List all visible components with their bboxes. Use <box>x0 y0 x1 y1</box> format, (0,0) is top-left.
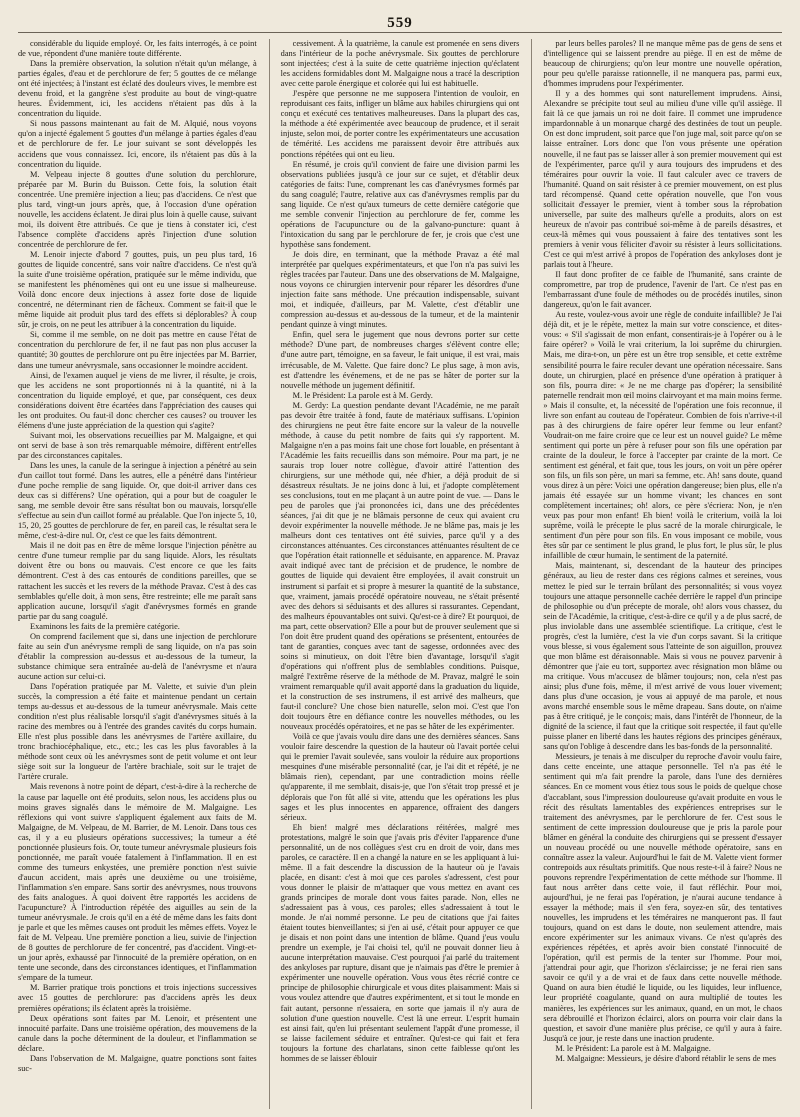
paragraph: Messieurs, je tenais à me disculper du reproche d'avoir voulu faire, dans cette enceinte, une attaque personnelle. Tel n'a pas été le sentiment qui m'a fait prendre la parole, dans l'une des dernières séances. En ce moment vous étiez tous sous le poids de quelque chose d'accablant, sous l'impression douloureuse qu'avait produite en vous le récit des résultats lamentables des expériences entreprises sur le traitement des anévrysmes, par le perchlorure de fer. C'est sous le sentiment de cette impression douloureuse que je pris la parole pour blâmer en général la conduite des chirurgiens qui se pressent d'essayer un nouveau procédé ou une nouvelle méthode opératoire, sans en connaître assez la valeur. Aujourd'hui le fait de M. Valette vient former contrepoids aux résultats primitifs. Que nous reste-t-il à faire? Nous ne pouvons reprendre l'expérimentation de cette méthode sur l'homme. Il faut nous arrêter dans cette voie, il faut réfléchir. Pour moi, aujourd'hui, je ne ferai pas l'opération, je n'aurai aucune tendance à essayer la méthode; mais il s'en fera, soyez-en sûr, des tentatives nouvelles, les imprudens et les téméraires ne manqueront pas. Il faut toujours, quand on est dans le doute, non seulement attendre, mais encore expérimenter sur les animaux vivans. Ce n'est qu'après des expériences répétées, et après avoir bien constaté l'innocuité de l'opération, qu'il est permis de la tenter sur l'homme. Pour moi, j'attendrai pour agir, que l'horizon s'éclaircisse; je ne ferai rien sans savoir ce qu'il y a de vrai et de faux dans cette nouvelle méthode. Quand on aura bien étudié le liquide, ou les liquides, leur influence, leur propriété coagulante, quand on aura multiplié de toutes les manières, les expériences sur les animaux, quand, en un mot, le chaos sera débrouillé et l'horizon éclairci, alors on pourra voir clair dans la question, et savoir d'une manière plus précise, ce qu'il y aura à faire. Jusqu'à ce jour, je reste dans une inaction prudente. <box>543 752 783 1043</box>
paragraph: Dans l'observation de M. Malgaigne, quatre ponctions sont faites suc- <box>18 1053 257 1073</box>
paragraph: M. Lenoir injecte d'abord 7 gouttes, puis, un peu plus tard, 16 gouttes de liquide concentré, sans voir naître d'accidens. Ce n'est qu'à la suite d'une troisième opération, pratiquée sur le même individu, que se manifestent les phénomènes qui ont eu une issue si malheureuse. Voilà donc encore deux injections à assez forte dose de liquide concentré, ne déterminant rien de fâcheux. Comment se fait-il que le même liquide ait produit plus tard des effets si déplorables? À coup sûr, je crois, on ne peut les attribuer à la concentration du liquide. <box>18 249 257 330</box>
paragraph: M. le Président: La parole est à M. Gerdy. <box>292 390 433 400</box>
paragraph: Ainsi, de l'examen auquel je viens de me livrer, il résulte, je crois, que les accidens ne sont proportionnés ni à la quantité, ni à la concentration du liquide employé, et que, par conséquent, ces deux considérations doivent être écartées dans l'appréciation des causes qui les ont produites. Ou faut-il donc chercher ces causes? ou trouver les élémens d'une juste appréciation de la question qui s'agite? <box>18 370 257 430</box>
paragraph: Mais revenons à notre point de départ, c'est-à-dire à la recherche de la cause par laquelle ont été produits, selon nous, les accidens plus ou moins graves signalés dans le mémoire de M. Malgaigne. Les réflexions qui vont suivre s'appliquent également aux faits de M. Malgaigne, de M. Velpeau, de M. Barrier, de M. Lenoir. Dans tous ces cas, il y a eu plusieurs opérations successives; la tumeur a été ponctionnée plusieurs fois. Or, toute tumeur anévrysmale plusieurs fois ponctionnée, me paraît vouée fatalement à l'inflammation. Il en est comme des tumeurs enkystées, une première ponction n'est suivie d'aucun accident, mais après une deuxième ou une troisième, l'inflammation s'en empare. Sans sortir des anévrysmes, nous trouvons des faits analogues. À quoi doivent être rapportés les accidens de l'acupuncture? À l'introduction répétée des aiguilles au sein de la tumeur anévrysmale. Je crois qu'il en a été de même dans les faits dont je parle et que les mêmes causes ont produit les mêmes effets. Voyez le fait de M. Velpeau. Une première ponction a lieu, suivie de l'injection de 8 gouttes de perchlorure de fer concentré, pas d'accident. Vingt-et-un jour après, exhaussé par l'innocuité de la première opération, on en tente une seconde, dans des circonstances identiques, et l'inflammation s'empare de la tumeur. <box>18 782 257 983</box>
column-middle <box>269 39 520 1109</box>
paragraph: Si, comme il me semble, on ne doit pas mettre en cause l'état de concentration du perchlorure de fer, il ne faut pas non plus accuser la quantité; 30 gouttes de perchlorure ont pu être injectées par M. Barrier, dans une tumeur anévrysmale, sans occasionner le moindre accident. <box>18 330 257 370</box>
paragraph: M. Barrier pratique trois ponctions et trois injections successives avec 15 gouttes de perchlorure: pas d'accidens après les deux premières opérations; ils éclatent après la troisième. <box>18 983 257 1013</box>
column-left <box>18 39 257 1109</box>
paragraph: M. Velpeau injecte 8 gouttes d'une solution du perchlorure, préparée par M. Burin du Buisson. Cette fois, la solution était concentrée. Une première injection a lieu; pas d'accidens. Ce n'est que plus tard, vingt-un jours après, que, à l'occasion d'une opération nouvelle, les accidens éclatent. Je dirai plus loin à quelle cause, suivant moi, ils doivent être attribués. Ce que je tiens à constater ici, c'est l'absence complète d'accidens après l'injection d'une solution concentrée de perchlorure de fer. <box>18 169 257 249</box>
column-right <box>531 39 782 1109</box>
paragraph: En résumé, je crois qu'il convient de faire une division parmi les observations publiées jusqu'à ce jour sur ce sujet, et d'établir deux catégories de faits: l'une, comprenant les cas d'anévrysmes formés par du sang coagulé; l'autre, relative aux cas d'anévrysmes remplis par du sang liquide. Ce n'est qu'aux tumeurs de cette dernière catégorie que me semble convenir l'injection au perchlorure de fer, comme les opérations de l'acupuncture ou de la galvano-puncture: quant à l'intoxication du sang par le perchlorure de fer, je crois que c'est une hypothèse sans fondement. <box>280 159 520 249</box>
paragraph: Dans les unes, la canule de la seringue à injection a pénétré au sein d'un caillot tout formé. Dans les autres, elle a pénétré dans l'intérieur d'une poche remplie de sang liquide. Or, que doit-il arriver dans ces deux cas si différens? Une opération, qui a pour but de coaguler le sang, me semble devoir être sans résultat bon ou mauvais, lorsqu'elle s'effectue au sein d'un caillot formé au préalable. Que l'on injecte 5, 10, 15, 20, 25 gouttes de perchlorure de fer, en pareil cas, le résultat sera le même, c'est-à-dire nul. Or, c'est ce que les faits démontrent. <box>18 460 257 541</box>
paragraph: M. Gerdy: La question pendante devant l'Académie, ne me paraît pas devoir être traitée à fond, faute de matériaux suffisans. L'opinion des chirurgiens ne peut être faite encore sur la valeur de la nouvelle méthode, à cause du petit nombre de faits qui s'y rapportent. M. Malgaigne n'en a pas moins fait une chose fort louable, en présentant à l'Académie les faits recueillis dans son mémoire. Pour ma part, je ne saurais trop louer notre collègue, d'avoir attiré l'attention des chirurgiens, sur une méthode qui, née d'hier, a déjà produit de si désastreux résultats. Je ne joins donc à lui, et j'adopte complètement ses conclusions, tout en me plaçant à un autre point de vue. — Dans le peu de paroles que j'ai prononcées ici, dans une des précédentes séances, j'ai dit que je ne blâmais personne de ceux qui avaient cru devoir expérimenter la nouvelle méthode. Je ne blâme pas, mais je les malheurs dont ces tentatives ont été suivies, parce qu'il y a des circonstances atténuantes. Ces circonstances atténuantes résultent de ce que l'opération était rationnelle et séduisante, en apparence. M. Pravaz avait indiqué avec tant de précision et de prudence, le nombre de gouttes de liquide qui devaient être employées, il avait construit un instrument si parfait et si propre à mesurer la quantité de la substance, que, vraiment, jamais procédé opératoire nouveau, ne s'était présenté avec des dehors si séduisants et des allures si rassurantes. Cependant, des malheurs épouvantables ont suivi. Qu'est-ce à dire? Et pourquoi, de ma part, cette observation? Elle a pour but de prouver seulement que si l'on doit être prudent quand des opérations se présentent, entourées de tant de garanties, conçues avec tant de sagesse, ordonnées avec des soins si minutieux, on doit l'être bien d'avantage, lorsqu'il s'agit d'opérations qui n'offrent plus de semblables conditions. Puisque, malgré l'extrême réserve de la méthode de M. Pravaz, malgré le soin vraiment remarquable qu'il avait apporté dans la graduation du liquide, et la construction de ses instrumens, il est arrivé des malheurs, que faut-il conclure? Une chose bien naturelle, selon moi. C'est que l'on doit toujours être en défiance contre les nouvelles méthodes, ou les nouveaux procédés opératoires, et ne pas se hâter de les expérimenter. <box>280 400 520 732</box>
paragraph: Il y a des hommes qui sont naturellement imprudens. Ainsi, Alexandre se précipite tout seul au milieu d'une ville qu'il assiège. Il fait là ce que jamais un roi ne doit faire. Il commet une imprudence impardonnable à un monarque chargé des destinées de tout un peuple. On est donc imprudent, soit parce que l'on juge mal, soit parce qu'on se laisse entraîner. Lors donc que l'on vous présente une opération nouvelle, il ne faut pas se laisser aller à son premier mouvement qui est de l'expérimenter, parce qu'il y aura toujours des imprudens et des téméraires pour ouvrir la voie. Il faut calculer avec ce travers de l'humanité. Quand on sait résister à ce premier mouvement, on est plus tard récompensé. Quand cette opération nouvelle, que l'on vous sollicitait d'essayer le premier, vient à tomber sous la réprobation universelle, par suite des malheurs qu'elle a produits, alors on est heureux de n'avoir pas contribué soi-même à de pareils désastres, et ceux-là mêmes qui vous poussaient à faire des tentatives sont les premiers à venir vous féliciter d'avoir su résister à leurs sollicitations. C'est ce qui m'est arrivé à propos de l'opération des ankyloses dont je parlais tout à l'heure. <box>543 89 783 270</box>
paragraph: M. Malgaigne: Messieurs, je désire d'abord rétablir le sens de mes <box>555 1053 777 1063</box>
paragraph: M. le Président: La parole est à M. Malgaigne. <box>555 1043 711 1053</box>
paragraph: Eh bien! malgré mes déclarations réitérées, malgré mes protestations, malgré le soin que j'avais pris d'éviter l'apparence d'une personnalité, un de nos collègues s'est cru en droit de voir, dans mes paroles, ce caractère. Il en a changé la nature en se les appliquant à lui-même. Il a fait descendre la discussion de la hauteur où je l'avais placée, en disant: c'est à moi que ces paroles s'adressent, c'est pour vous donner le plaisir de m'attaquer que vous mettez en avant ces grands principes de morale dont vous faites parade. Non, elles ne s'adressaient pas à vous, ces paroles; elles s'adressaient à tout le monde. Je n'ai nommé personne. Le peu de citations que j'ai faites étaient toutes bienveillantes; si j'en ai usé, c'était pour appuyer ce que je disais et non point dans une intention de blâme. Quand j'eus voulu prendre un exemple, je l'ai choisi tel, qu'il ne pouvait donner lieu à aucune interprétation mauvaise. C'est pourquoi j'ai parlé du traitement des ankyloses par rupture, disant que je n'aimais pas d'être le premier à expérimenter une nouvelle opération. Vous vous êtes récrié contre ce principe de philosophie chirurgicale et vous dites plaisamment: Mais si vous voulez attendre que d'autres expérimentent, et si tout le monde en fait autant, personne n'essaiera, en sorte que jamais il n'y aura de solution d'une question nouvelle. C'est là une erreur. L'esprit humain est ainsi fait, qu'en lui présentant seulement l'appât d'une promesse, il se laisse facilement séduire et entraîner. Qu'est-ce qui fait et fera toujours la fortune des charlatans, sinon cette faiblesse qu'ont les hommes de se laisser éblouir <box>280 822 520 1063</box>
paragraph: Il faut donc profiter de ce faible de l'humanité, sans crainte de compromettre, par trop de prudence, l'avenir de l'art. Ce n'est pas en l'embarrassant d'une foule de méthodes ou de procédés inutiles, sinon dangereux, qu'on le fait avancer. <box>543 270 783 310</box>
paragraph: Suivant moi, les observations recueillies par M. Malgaigne, et qui ont servi de base à son très remarquable mémoire, diffèrent entr'elles par des circonstances capitales. <box>18 430 257 460</box>
paragraph: Au reste, voulez-vous avoir une règle de conduite infaillible? Je l'ai déjà dit, et je le répète, mettez la main sur votre conscience, et dites-vous: « S'il s'agissait de mon enfant, consentirais-je à l'opérer ou à le faire opérer? » Voilà le vrai criterium, la loi suprême du chirurgien. Mais, me dira-t-on, un père est un être trop sensible, et cette extrême sensibilité pourra le faire reculer devant une opération nécessaire. Sans doute, un chirurgien, placé en présence d'une opération à pratiquer à son fils, pourra dire: « Je ne me charge pas d'opérer; la sensibilité paternelle rendrait mon œil moins clairvoyant et ma main moins ferme. » Mais il consulte, et, la nécessité de l'opération une fois reconnue, il livre son enfant au couteau de l'opérateur. Combien de fois n'arrive-t-il pas à des chirurgiens de faire opérer leur femme ou leur enfant? Voudrait-on me faire croire que ce leur est un nouvel guide? Le même sentiment qui porte un père à refuser pour son fils une opération par crainte de la douleur, le force à l'accepter par crainte de la mort. Ce sentiment est général, et fait que, tous les jours, on voit un père opérer son fils, un fils son père, un mari sa femme, etc. Ah! sans doute, quand vous direz à un père: Voici une opération dangereuse; bien plus, elle n'a jamais été essayée sur un homme vivant; les chances en sont complètement incertaines; oh! alors, ce père s'écriera: Non, je n'en veux pas pour mon enfant! Eh bien! voilà le criterium, voilà la loi suprême, voilà le précepte le plus sacré de la morale chirurgicale, le sentiment d'un père pour son fils. En vous imposant ce mobile, vous êtes sûr par ce sentiment le plus grand, le plus fort, le plus sûr, le plus infaillible de cœur humain, le sentiment de la paternité. <box>543 310 783 561</box>
paragraph: considérable du liquide employé. Or, les faits interrogés, à ce point de vue, répondent d'une manière toute différente. <box>18 39 257 59</box>
paragraph: Dans la première observation, la solution n'était qu'un mélange, à parties égales, d'eau et de perchlorure de fer; 5 gouttes de ce mélange ont été injectées; à l'instant est éclaté des douleurs vives, le membre est devenu froid, et la gangrène s'est produite au bout de vingt-quatre heures. Évidemment, ici, les accidens n'étaient pas dûs à la concentration du liquide. <box>18 59 257 119</box>
paragraph: Mais il ne doit pas en être de même lorsque l'injection pénètre au centre d'une tumeur remplie par du sang liquide. Alors, les résultats doivent être ou bons ou mauvais. C'est encore ce que les faits démontrent. C'est à des cas entourés de conditions pareilles, que se rattachent les succès et les revers de la méthode Pravaz. C'est à des cas semblables qu'elle doit, à mon sens, être restreinte; elle me paraît sans application aucune, lorsqu'il s'agit d'anévrysmes formés en grande partie par du sang coagulé. <box>18 541 257 621</box>
paragraph: par leurs belles paroles? Il ne manque même pas de gens de sens et d'intelligence qui se laissent prendre au piège. Il en est de même de beaucoup de chirurgiens; qu'on leur montre une nouvelle opération, pour peu qu'elle paraisse rationnelle, il ne manquera pas, parmi eux, d'hommes imprudens pour l'expérimenter. <box>543 39 783 89</box>
paragraph: J'espère que personne ne me supposera l'intention de vouloir, en reproduisant ces faits, infliger un blâme aux habiles chirurgiens qui ont conçu et exécuté ces tentatives malheureuses. Dans la plupart des cas, la méthode a été expérimentée avec beaucoup de prudence, et il serait injuste, selon moi, de porter contre les expérimentateurs une accusation de témérité. Les accidens me paraissent devoir être attribués aux ponctions répétées qui ont eu lieu. <box>280 89 520 159</box>
paragraph: Voilà ce que j'avais voulu dire dans une des dernières séances. Sans vouloir faire descendre la question de la hauteur où l'avait portée celui qui le premier l'avait soulevée, sans vouloir la réduire aux proportions mesquines d'une misérable personnalité (car, je l'ai dit et répété, je ne blâmais rien), cependant, par une contradiction moins réelle qu'apparente, il me semblait, disais-je, que l'on s'était trop pressé et je déplorais que l'on fût allé si vite, attendu que les opérations les plus sages et les plus innocentes en apparence, offraient des dangers sérieux. <box>280 732 520 822</box>
paragraph: cessivement. À la quatrième, la canule est promenée en sens divers dans l'intérieur de la poche anévrysmale. Six gouttes de perchlorure sont injectées; c'est à la suite de cette quatrième injection qu'éclatent les accidens formidables dont M. Malgaigne nous a tracé la description avec cette parole énergique et colorée qui lui est habituelle. <box>280 39 520 89</box>
text-columns <box>18 39 782 1109</box>
paragraph: On comprend facilement que si, dans une injection de perchlorure faite au sein d'un anévrysme rempli de sang liquide, on n'a pas soin d'établir la compression au-dessus et au-dessous de la tumeur, la substance chimique sera entraînée au-delà de l'anévrysme et n'aura aucune action sur celui-ci. <box>18 631 257 681</box>
page-number: 559 <box>18 14 782 33</box>
paragraph: Je dois dire, en terminant, que la méthode Pravaz a été mal interprétée par quelques expérimentateurs, et que l'on n'a pas suivi les règles tracées par l'auteur. Dans une des observations de M. Malgaigne, nous voyons ce chirurgien intervenir pour réparer les désordres d'une injection faite sans méthode. Une précaution indispensable, suivant moi, et indiquée, d'ailleurs, par M. Valette, c'est d'établir une compression au-dessus et au-dessous de la tumeur, et de la maintenir pendant quinze à vingt minutes. <box>280 249 520 330</box>
paragraph: Dans l'opération pratiquée par M. Valette, et suivie d'un plein succès, la compression a été faite et maintenue pendant un certain temps au-dessus et au-dessous de la tumeur anévrysmale. Mais cette condition n'est plus réalisable lorsqu'il s'agit d'anévrysmes situés à la racine des membres ou à l'entrée des grandes cavités du corps humain. Elle n'est plus possible dans les anévrysmes de l'artère axillaire, du tronc brachiocéphalique, etc., etc.; les cas les plus favorables à la méthode sont ceux où les anévrysmes sont de petit volume et ont leur siège soit sur la longueur de l'artère brachiale, soit sur le trajet de l'artère crurale. <box>18 682 257 782</box>
paragraph: Examinons les faits de la première catégorie. <box>30 621 180 631</box>
paragraph: Si nous passons maintenant au fait de M. Alquié, nous voyons qu'on a injecté également 5 gouttes d'un mélange à parties égales d'eau et de perchlorure de fer. Le jour suivant se sont développés les accidens que vous connaissez. Ici, encore, ils n'étaient pas dûs à la concentration du liquide. <box>18 119 257 169</box>
paragraph: Enfin, quel sera le jugement que nous devrons porter sur cette méthode? D'une part, de nombreuses charges s'élèvent contre elle; d'une autre part, témoigne, en sa faveur, le fait unique, il est vrai, mais irrécusable, de M. Valette. Que faire donc? Le plus sage, à mon avis, est d'attendre les événemens, et de ne pas se hâter de porter sur la nouvelle méthode un jugement définitif. <box>280 330 520 390</box>
paragraph: Deux opérations sont faites par M. Lenoir, et présentent une innocuité parfaite. Dans une troisième opération, des mouvemens de la canule dans la poche déterminent de la douleur, et l'inflammation se déclare. <box>18 1013 257 1053</box>
paragraph: Mais, maintenant, si, descendant de la hauteur des principes généraux, au lieu de rester dans ces régions calmes et sereines, vous mettez le pied sur le terrain brûlant des personnalités; si vous voyez toujours une attaque personnelle cachée derrière le rappel d'un principe de philosophie ou d'un précepte de morale, oh! alors vous chassez, du sein de l'Académie, la critique, c'est-à-dire ce qu'il y a de plus sacré, de plus inviolable dans une assemblée scientifique. La critique, c'est le progrès, c'est la lumière, c'est la vie d'un corps savant. Si la critique vous blesse, si vous également sous l'atteinte de son aiguillon, prouvez que mon blâme est déraisonnable. Mais si vous ne pouvez parvenir à démontrer que j'aie eu tort, supportez avec résignation mon blâme ou ma critique. Vous m'accusez de blâmer toujours; non, cela n'est pas ainsi; plus d'une fois, même, il m'est arrivé de vous louer vivement; dans plus d'une occasion, je vous ai appuyé de ma parole, et nous avons marché ensemble sous le même drapeau. Sans doute, on n'aime pas à être critiqué, je le conçois; mais, dans l'intérêt de l'honneur, de la dignité de la science, il faut que la critique soit respectée, il faut qu'elle puisse planer en liberté dans les hautes régions des principes généraux, sans qu'on l'oblige à descendre dans les bas-fonds de la personnalité. <box>543 561 783 752</box>
